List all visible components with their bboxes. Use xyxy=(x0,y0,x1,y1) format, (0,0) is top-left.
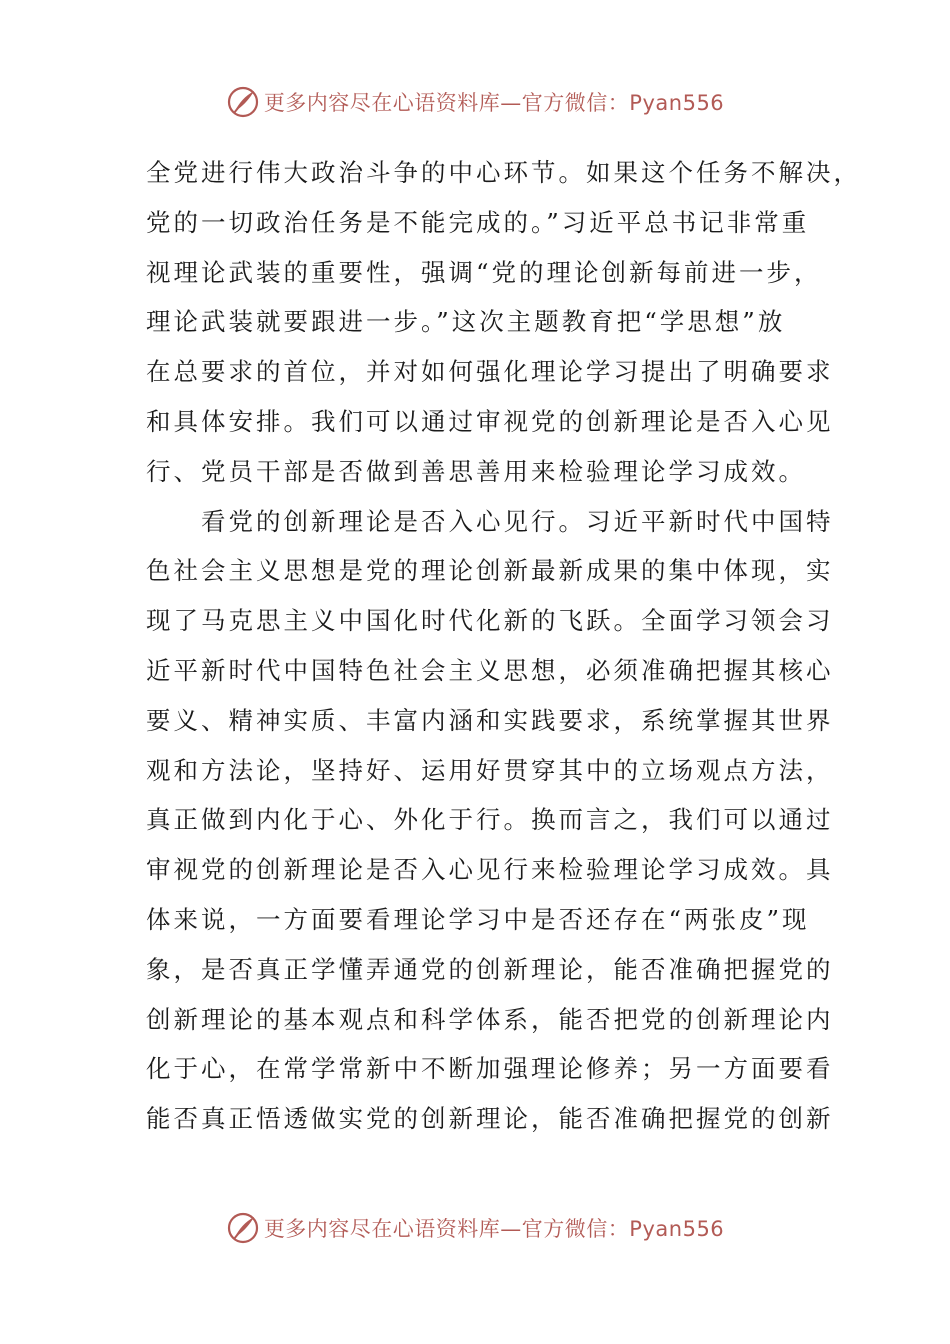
body-line: 象，是否真正学懂弄通党的创新理论，能否准确把握党的 xyxy=(146,954,834,984)
header-banner xyxy=(0,82,950,122)
body-line: 要义、精神实质、丰富内涵和实践要求，系统掌握其世界 xyxy=(146,705,834,735)
body-line: 党的一切政治任务是不能完成的。”习近平总书记非常重 xyxy=(146,207,810,237)
header-banner-text: 更多内容尽在心语资料库—官方微信：Pyan556 xyxy=(263,91,725,115)
body-line: 在总要求的首位，并对如何强化理论学习提出了明确要求 xyxy=(146,357,834,387)
body-line: 近平新时代中国特色社会主义思想，必须准确把握其核心 xyxy=(146,655,834,685)
body-line: 真正做到内化于心、外化于行。换而言之，我们可以通过 xyxy=(146,805,834,835)
body-line: 现了马克思主义中国化时代化新的飞跃。全面学习领会习 xyxy=(146,606,834,636)
body-line: 色社会主义思想是党的理论创新最新成果的集中体现，实 xyxy=(146,556,834,586)
quill-logo-icon xyxy=(226,1211,260,1245)
document-body xyxy=(146,148,861,1144)
body-line: 行、党员干部是否做到善思善用来检验理论学习成效。 xyxy=(146,456,806,486)
footer-banner-text: 更多内容尽在心语资料库—官方微信：Pyan556 xyxy=(263,1217,725,1241)
footer-banner xyxy=(0,1208,950,1248)
body-line: 全党进行伟大政治斗争的中心环节。如果这个任务不解决， xyxy=(146,158,861,187)
body-line: 能否真正悟透做实党的创新理论，能否准确把握党的创新 xyxy=(146,1104,834,1134)
body-line: 观和方法论，坚持好、运用好贯穿其中的立场观点方法， xyxy=(146,755,834,785)
body-line: 和具体安排。我们可以通过审视党的创新理论是否入心见 xyxy=(146,406,834,436)
body-line: 理论武装就要跟进一步。”这次主题教育把“学思想”放 xyxy=(146,307,786,337)
body-line: 体来说，一方面要看理论学习中是否还存在“两张皮”现 xyxy=(146,904,810,934)
body-line: 审视党的创新理论是否入心见行来检验理论学习成效。具 xyxy=(146,855,834,885)
body-line: 视理论武装的重要性，强调“党的理论创新每前进一步， xyxy=(146,257,822,287)
body-line: 看党的创新理论是否入心见行。习近平新时代中国特 xyxy=(146,506,834,536)
body-line: 化于心，在常学常新中不断加强理论修养；另一方面要看 xyxy=(146,1054,834,1084)
quill-logo-icon xyxy=(226,85,260,119)
body-line: 创新理论的基本观点和科学体系，能否把党的创新理论内 xyxy=(146,1004,834,1034)
